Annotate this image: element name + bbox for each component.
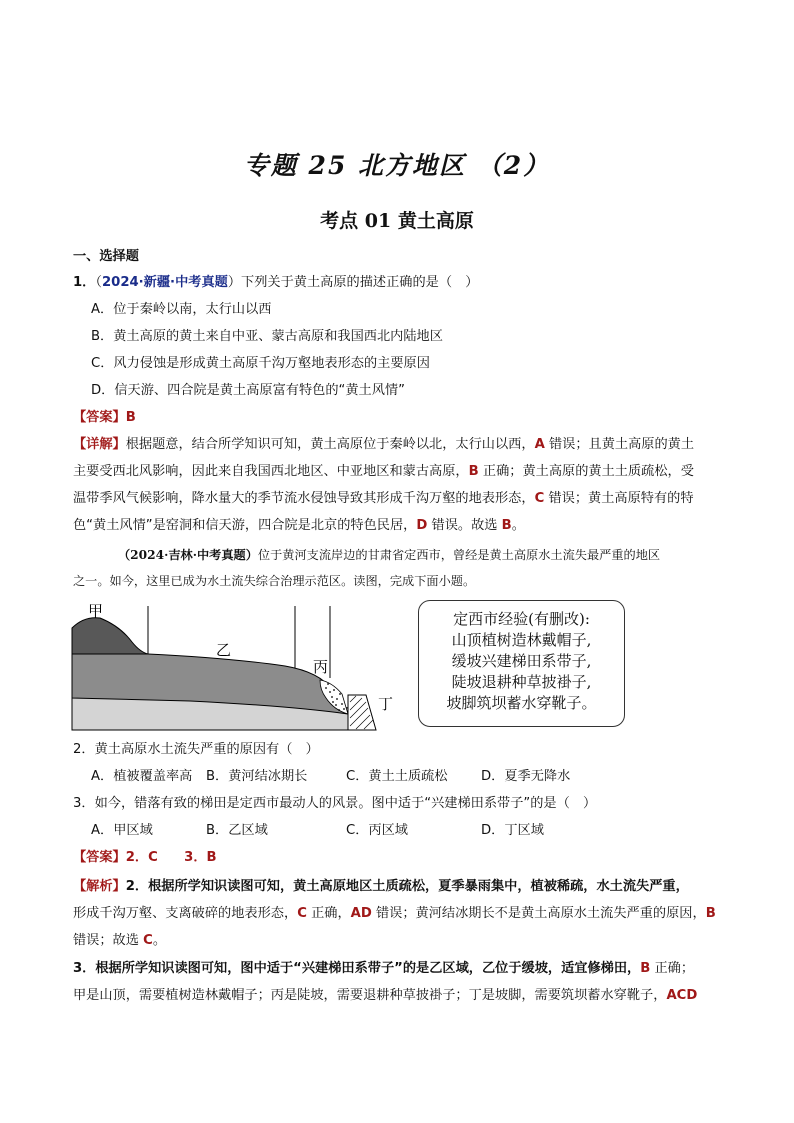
detail-text: 正确；黄土高原的黄土土质疏松，受 xyxy=(478,464,694,479)
analysis-letter: ACD xyxy=(666,988,698,1003)
q2-option-d: D．夏季无降水 xyxy=(481,769,571,784)
answer-values: 2．C 3．B xyxy=(125,850,217,865)
q3-option-a: A．甲区域 xyxy=(91,823,153,838)
dingxi-experience-box xyxy=(418,600,625,727)
q1-detail-line-2 xyxy=(73,463,733,481)
q3-option-b: B．乙区域 xyxy=(206,823,268,838)
analysis-line-3 xyxy=(73,932,733,950)
detail-text: 错误；且黄土高原的黄土 xyxy=(544,437,695,452)
source-close: ） xyxy=(227,275,242,290)
analysis-text: 甲是山顶，需要植树造林戴帽子；丙是陡坡，需要退耕种草披褂子；丁是坡脚，需要筑坝蓄水穿靴子， xyxy=(73,988,667,1003)
analysis-text: 错误；故选 xyxy=(73,933,144,948)
analysis-text: 2．根据所学知识读图可知，黄土高原地区土质疏松，夏季暴雨集中，植被稀疏，水土流失严重， xyxy=(125,879,689,894)
analysis-line-2 xyxy=(73,905,733,923)
question-source: 2024·新疆·中考真题 xyxy=(101,275,228,290)
check-dam xyxy=(348,695,376,730)
q1-detail-line-1 xyxy=(73,436,733,454)
material-source: （2024·吉林·中考真题） xyxy=(118,548,258,562)
detail-tag: 【详解】 xyxy=(73,437,126,452)
q1-option-b: B．黄土高原的黄土来自中亚、蒙古高原和我国西北内陆地区 xyxy=(91,329,443,344)
box-line: 坡脚筑坝蓄水穿靴子。 xyxy=(446,694,597,712)
section-heading: 一、选择题 xyxy=(73,249,139,264)
q2-option-c: C．黄土土质疏松 xyxy=(346,769,448,784)
answer-value: B xyxy=(125,410,136,425)
box-line: 山顶植树造林戴帽子, xyxy=(451,631,592,649)
material-line-2: 之一。如今，这里已成为水土流失综合治理示范区。读图，完成下面小题。 xyxy=(73,574,476,588)
q1-detail-line-4 xyxy=(73,517,733,535)
answer-tag: 【答案】 xyxy=(73,410,126,425)
detail-text: 。 xyxy=(511,518,525,533)
q2-options xyxy=(91,768,751,786)
analysis-text: 3．根据所学知识读图可知，图中适于“兴建梯田系带子”的是乙区域，乙位于缓坡，适宜修梯田， xyxy=(73,961,641,976)
detail-letter: C xyxy=(534,491,545,506)
box-line: 陡坡退耕种草披褂子, xyxy=(451,673,592,691)
loess-profile-diagram xyxy=(70,598,410,734)
analysis-text: 正确， xyxy=(306,906,351,921)
box-line: 定西市经验(有删改): xyxy=(453,610,590,628)
detail-letter: B xyxy=(501,518,512,533)
q1-answer xyxy=(73,409,733,427)
page-title: 专题 25 北方地区 （2） xyxy=(243,151,551,180)
q1-option-d: D．信天游、四合院是黄土高原富有特色的“黄土风情” xyxy=(91,383,405,398)
analysis-text: 错误；黄河结冰期长不是黄土高原水土流失严重的原因， xyxy=(371,906,706,921)
section-subtitle: 考点 01 黄土高原 xyxy=(320,210,474,232)
q1-detail-line-3 xyxy=(73,490,733,508)
label-bing: 丙 xyxy=(313,658,329,676)
detail-text: 色“黄土风情”是窑洞和信天游，四合院是北京的特色民居， xyxy=(73,518,417,533)
analysis-text: 。 xyxy=(152,933,167,948)
question-text: 下列关于黄土高原的描述正确的是（ ） xyxy=(241,275,479,290)
detail-letter: A xyxy=(534,437,545,452)
detail-letter: B xyxy=(468,464,479,479)
hilltop-forest xyxy=(72,618,148,654)
material-line-1 xyxy=(118,546,778,564)
q3-option-d: D．丁区域 xyxy=(481,823,544,838)
q1-option-c: C．风力侵蚀是形成黄土高原千沟万壑地表形态的主要原因 xyxy=(91,356,430,371)
question-2-stem: 2．黄土高原水土流失严重的原因有（ ） xyxy=(73,742,319,757)
label-yi: 乙 xyxy=(216,641,232,659)
analysis-letter: AD xyxy=(350,906,372,921)
analysis-letter: B xyxy=(705,906,716,921)
q3-options xyxy=(91,822,751,840)
analysis-line-4 xyxy=(73,960,733,978)
analysis-letter: B xyxy=(640,961,651,976)
answer-2-3 xyxy=(73,849,733,867)
detail-text: 错误；黄土高原特有的特 xyxy=(544,491,694,506)
detail-text: 根据题意，结合所学知识可知，黄土高原位于秦岭以北，太行山以西， xyxy=(125,437,535,452)
analysis-tag: 【解析】 xyxy=(73,879,126,894)
material-text: 位于黄河支流岸边的甘肃省定西市，曾经是黄土高原水土流失最严重的地区 xyxy=(257,548,661,562)
answer-tag: 【答案】 xyxy=(73,850,126,865)
label-jia: 甲 xyxy=(88,602,104,620)
detail-text: 主要受西北风影响，因此来自我国西北地区、中亚地区和蒙古高原， xyxy=(73,464,469,479)
analysis-letter: C xyxy=(143,933,153,948)
label-ding: 丁 xyxy=(378,695,394,713)
analysis-text: 形成千沟万壑、支离破碎的地表形态， xyxy=(73,906,298,921)
q3-option-c: C．丙区域 xyxy=(346,823,408,838)
q1-option-a: A．位于秦岭以南，太行山以西 xyxy=(91,302,272,317)
detail-letter: D xyxy=(416,518,428,533)
analysis-letter: C xyxy=(297,906,307,921)
question-3-stem: 3．如今，错落有致的梯田是定西市最动人的风景。图中适于“兴建梯田系带子”的是（ ） xyxy=(73,796,597,811)
detail-text: 错误。故选 xyxy=(427,518,502,533)
analysis-line-1 xyxy=(73,878,733,896)
q2-option-a: A．植被覆盖率高 xyxy=(91,769,193,784)
source-open: （ xyxy=(95,275,102,290)
question-1-stem xyxy=(73,274,733,292)
box-line: 缓坡兴建梯田系带子, xyxy=(451,652,592,670)
q2-option-b: B．黄河结冰期长 xyxy=(206,769,308,784)
detail-text: 温带季风气候影响，降水量大的季节流水侵蚀导致其形成千沟万壑的地表形态， xyxy=(73,491,535,506)
question-number: 1． xyxy=(73,275,96,290)
analysis-text: 正确； xyxy=(650,961,695,976)
analysis-line-5 xyxy=(73,987,733,1005)
